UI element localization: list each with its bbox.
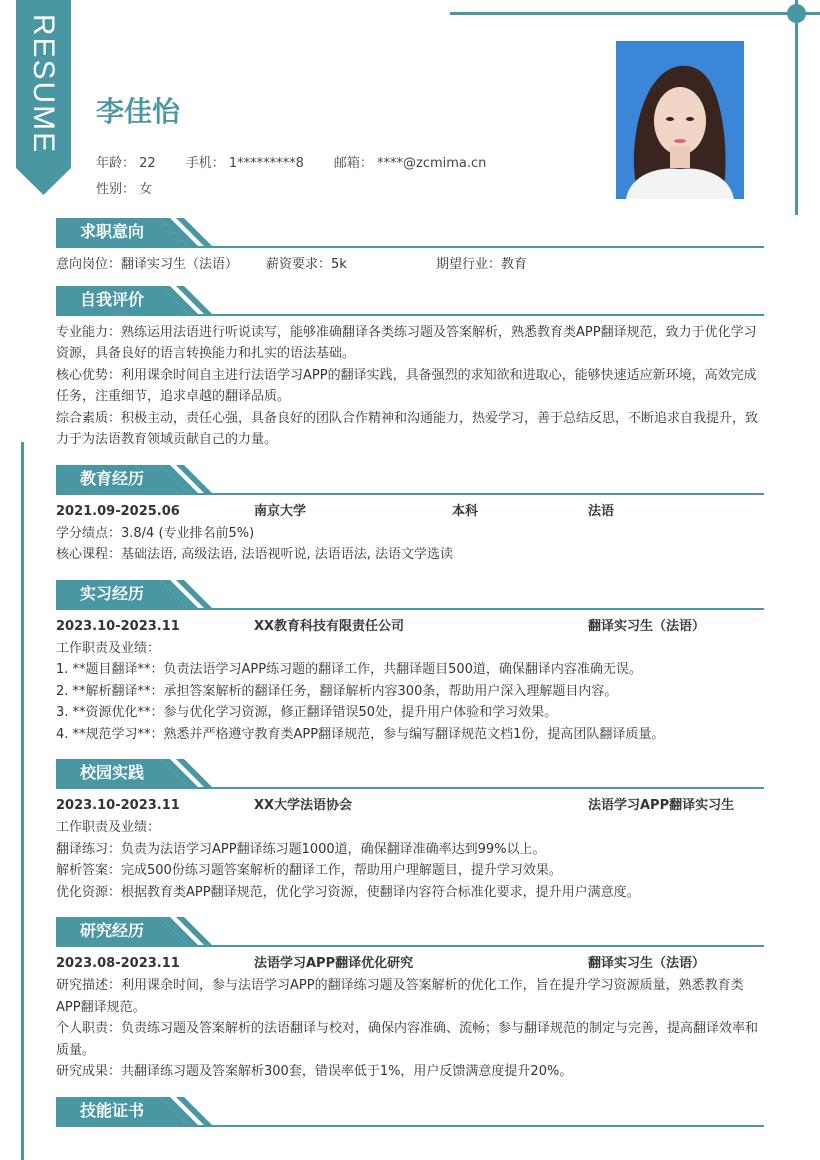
section-title: 求职意向 xyxy=(56,218,160,246)
intern-line: 1. **题目翻译**：负责法语学习APP练习题的翻译工作，共翻译题目500道，确保翻译内容准确无误。 xyxy=(56,662,642,677)
salary: 薪资要求：5k xyxy=(266,257,347,272)
decor-line-top xyxy=(450,12,820,15)
org: XX大学法语协会 xyxy=(254,798,353,813)
ribbon-text: RESUME xyxy=(27,13,61,155)
campus-line: 优化资源：根据教育类APP翻译规范，优化学习资源，使翻译内容符合标准化要求，提升用户满意度。 xyxy=(56,884,640,900)
campus-line: 工作职责及业绩： xyxy=(56,820,161,835)
date: 2023.08-2023.11 xyxy=(56,956,180,971)
decor-line-right xyxy=(795,0,798,215)
campus-line: 解析答案：完成500份练习题答案解析的翻译工作，帮助用户理解题目，提升学习效果。 xyxy=(56,863,562,878)
decor-line-left xyxy=(21,442,24,1160)
school: 南京大学 xyxy=(254,503,307,519)
date: 2023.10-2023.11 xyxy=(56,798,180,813)
section-title: 技能证书 xyxy=(56,1097,160,1125)
contact-info xyxy=(96,152,516,171)
position: 意向岗位：翻译实习生（法语） xyxy=(56,257,239,272)
candidate-name: 李佳怡 xyxy=(96,95,181,128)
research-line: 研究成果：共翻译练习题及答案解析300套，错误率低于1%，用户反馈满意度提升20%。 xyxy=(56,1064,573,1079)
intern-line: 工作职责及业绩： xyxy=(56,640,161,656)
section-research xyxy=(56,917,764,1083)
date: 2023.10-2023.11 xyxy=(56,618,180,634)
self-line: 专业能力：熟练运用法语进行听说读写，能够准确翻译各类练习题及答案解析，熟悉教育类APP翻译规范，致力于优化学习资源，具备良好的语言转换能力和扎实的语法基础。 xyxy=(56,324,757,361)
intern-line: 4. **规范学习**：熟悉并严格遵守教育类APP翻译规范，参与编写翻译规范文档1份，提高团队翻译质量。 xyxy=(56,726,665,742)
intern-line: 2. **解析翻译**：承担答案解析的翻译任务，翻译解析内容300条，帮助用户深入理解题目内容。 xyxy=(56,683,618,699)
email: 邮箱： ****@zcmima.cn xyxy=(333,156,487,171)
stripes-icon xyxy=(156,218,266,246)
intern-line: 3. **资源优化**：参与优化学习资源，修正翻译错误50处，提升用户体验和学习效果。 xyxy=(56,705,558,720)
section-title: 研究经历 xyxy=(56,917,160,945)
campus-line: 翻译练习：负责为法语学习APP翻译练习题1000道，确保翻译准确率达到99%以上。 xyxy=(56,841,546,857)
edu-line: 核心课程：基础法语, 高级法语, 法语视听说, 法语语法, 法语文学选读 xyxy=(56,547,454,562)
section-campus xyxy=(56,759,764,903)
date: 2021.09-2025.06 xyxy=(56,503,180,519)
stripes-icon xyxy=(156,1097,266,1125)
decor-dot xyxy=(787,4,806,23)
section-title: 校园实践 xyxy=(56,759,160,787)
age: 年龄： 22 xyxy=(96,156,156,171)
section-title: 自我评价 xyxy=(56,286,160,314)
org: XX教育科技有限责任公司 xyxy=(254,618,405,634)
role: 翻译实习生（法语） xyxy=(588,618,706,634)
stripes-icon xyxy=(156,465,266,493)
phone: 手机： 1*********8 xyxy=(185,156,304,171)
resume-ribbon xyxy=(16,0,71,195)
edu-line: 学分绩点：3.8/4 (专业排名前5%) xyxy=(56,525,255,541)
section-intent xyxy=(56,218,764,276)
stripes-icon xyxy=(156,286,266,314)
section-title: 实习经历 xyxy=(56,580,160,608)
self-line: 核心优势：利用课余时间自主进行法语学习APP的翻译实践，具备强烈的求知欲和进取心，能够快速适应新环境，高效完成任务，注重细节，追求卓越的翻译品质。 xyxy=(56,367,757,404)
section-education xyxy=(56,465,764,566)
role: 翻译实习生（法语） xyxy=(588,956,706,971)
degree: 本科 xyxy=(452,503,479,519)
research-line: 研究描述：利用课余时间，参与法语学习APP的翻译练习题及答案解析的优化工作，旨在提升学习资源质量，熟悉教育类APP翻译规范。 xyxy=(56,978,744,1015)
major: 法语 xyxy=(588,503,615,519)
self-line: 综合素质：积极主动，责任心强，具备良好的团队合作精神和沟通能力，热爱学习，善于总结反思，不断追求自我提升，致力于为法语教育领域贡献自己的力量。 xyxy=(56,410,759,447)
research-line: 个人职责：负责练习题及答案解析的法语翻译与校对，确保内容准确、流畅；参与翻译规范的制定与完善，提高翻译效率和质量。 xyxy=(56,1021,759,1058)
gender: 性别： 女 xyxy=(96,182,153,197)
industry: 期望行业：教育 xyxy=(436,257,528,272)
stripes-icon xyxy=(156,917,266,945)
section-internship xyxy=(56,580,764,746)
section-skills xyxy=(56,1097,764,1127)
section-self xyxy=(56,286,764,451)
role: 法语学习APP翻译实习生 xyxy=(588,798,735,813)
profile-photo xyxy=(616,41,744,199)
org: 法语学习APP翻译优化研究 xyxy=(254,956,414,971)
stripes-icon xyxy=(156,580,266,608)
section-title: 教育经历 xyxy=(56,465,160,493)
stripes-icon xyxy=(156,759,266,787)
